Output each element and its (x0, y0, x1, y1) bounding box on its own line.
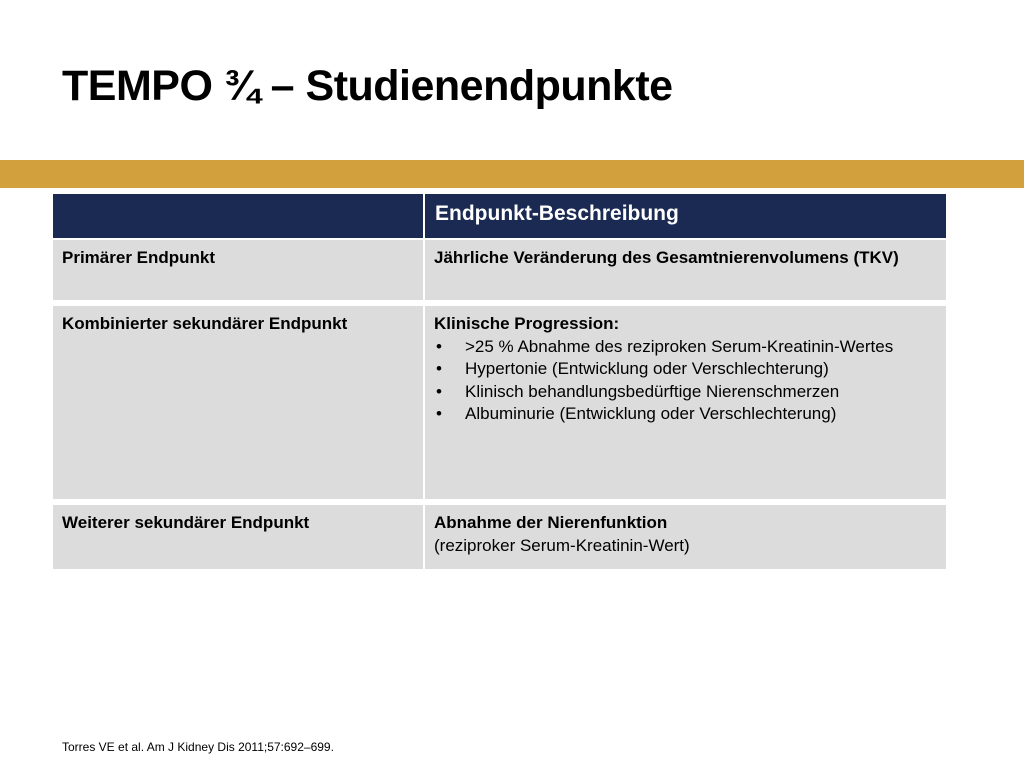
bullet-text: Klinisch behandlungsbedürftige Nierenschmerzen (465, 381, 840, 401)
table-header-row (53, 194, 946, 240)
slide-title: TEMPO ¾ – Studienendpunkte (62, 62, 673, 110)
endpoint-table (53, 194, 946, 569)
citation: Torres VE et al. Am J Kidney Dis 2011;57:692–699. (62, 740, 334, 754)
table-row (53, 306, 946, 505)
bullet-icon: • (436, 336, 442, 356)
endpoint-label: Weiterer sekundärer Endpunkt (53, 505, 425, 569)
header-cell-description: Endpunkt-Beschreibung (425, 194, 946, 240)
bullet-icon: • (436, 404, 442, 423)
header-cell-empty (53, 194, 425, 240)
bullet-text: Hypertonie (Entwicklung oder Verschlechterung) (465, 359, 829, 378)
description-heading: Abnahme der Nierenfunktion (434, 513, 668, 532)
bullet-text: Albuminurie (Entwicklung oder Verschlechterung) (465, 404, 837, 423)
list-item (434, 336, 937, 359)
list-item (434, 381, 937, 404)
endpoint-label: Primärer Endpunkt (53, 240, 425, 306)
bullet-icon: • (436, 381, 442, 401)
endpoint-description (425, 505, 946, 569)
list-item (434, 358, 937, 381)
bullet-icon: • (436, 359, 442, 378)
bullet-list (434, 336, 937, 426)
list-item (434, 403, 937, 426)
table-row (53, 505, 946, 569)
endpoint-description (425, 306, 946, 505)
endpoint-label: Kombinierter sekundärer Endpunkt (53, 306, 425, 505)
accent-bar (0, 160, 1024, 188)
endpoint-description: Jährliche Veränderung des Gesamtnierenvolumens (TKV) (425, 240, 946, 306)
table-row (53, 240, 946, 306)
description-heading: Klinische Progression: (434, 314, 620, 333)
description-subtext: (reziproker Serum-Kreatinin-Wert) (434, 535, 690, 555)
bullet-text: >25 % Abnahme des reziproken Serum-Kreatinin-Wertes (465, 336, 894, 356)
